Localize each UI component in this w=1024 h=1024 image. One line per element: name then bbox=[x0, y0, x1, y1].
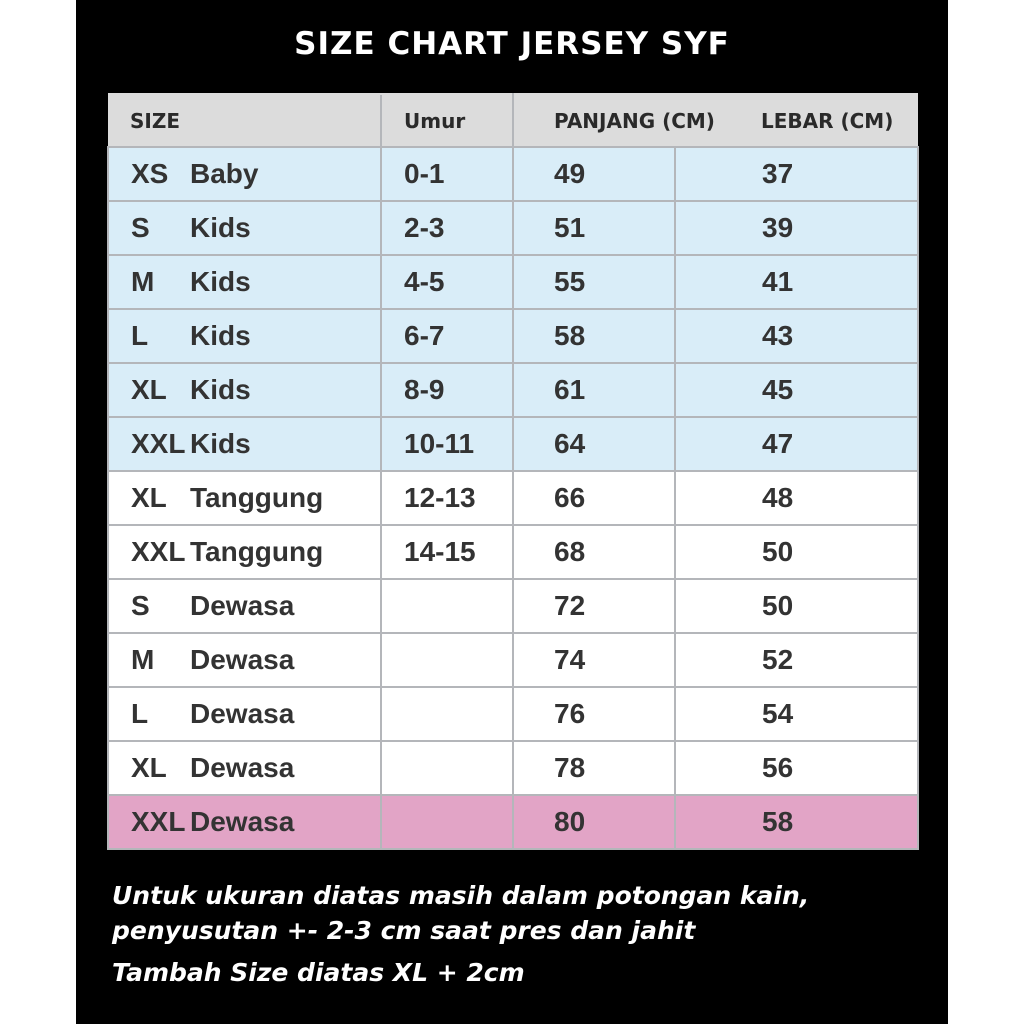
header-size: SIZE bbox=[108, 94, 190, 147]
size-cell: XXL bbox=[108, 525, 190, 579]
width-cell: 43 bbox=[675, 309, 918, 363]
width-cell: 50 bbox=[675, 525, 918, 579]
table-row bbox=[108, 687, 918, 741]
type-cell: Kids bbox=[190, 417, 381, 471]
length-cell: 74 bbox=[513, 633, 675, 687]
table-row bbox=[108, 525, 918, 579]
header-width: LEBAR (CM) bbox=[675, 94, 918, 147]
table-row bbox=[108, 741, 918, 795]
header-age: Umur bbox=[381, 94, 513, 147]
type-cell: Tanggung bbox=[190, 525, 381, 579]
size-cell: L bbox=[108, 687, 190, 741]
size-cell: M bbox=[108, 255, 190, 309]
table-row bbox=[108, 309, 918, 363]
length-cell: 72 bbox=[513, 579, 675, 633]
table-row bbox=[108, 579, 918, 633]
size-cell: S bbox=[108, 579, 190, 633]
note-line-1: Untuk ukuran diatas masih dalam potongan kain, bbox=[112, 881, 810, 910]
type-cell: Dewasa bbox=[190, 795, 381, 849]
age-cell bbox=[381, 687, 513, 741]
age-cell: 2-3 bbox=[381, 201, 513, 255]
size-cell: S bbox=[108, 201, 190, 255]
width-cell: 54 bbox=[675, 687, 918, 741]
table-header-row bbox=[108, 94, 918, 147]
table-row bbox=[108, 363, 918, 417]
table-row bbox=[108, 471, 918, 525]
type-cell: Dewasa bbox=[190, 579, 381, 633]
length-cell: 58 bbox=[513, 309, 675, 363]
note-line-2: penyusutan +- 2-3 cm saat pres dan jahit bbox=[112, 916, 696, 945]
size-cell: L bbox=[108, 309, 190, 363]
length-cell: 80 bbox=[513, 795, 675, 849]
size-cell: XXL bbox=[108, 795, 190, 849]
length-cell: 66 bbox=[513, 471, 675, 525]
table-row bbox=[108, 201, 918, 255]
length-cell: 68 bbox=[513, 525, 675, 579]
header-length: PANJANG (CM) bbox=[513, 94, 675, 147]
size-cell: XL bbox=[108, 741, 190, 795]
age-cell: 6-7 bbox=[381, 309, 513, 363]
age-cell bbox=[381, 579, 513, 633]
type-cell: Kids bbox=[190, 255, 381, 309]
width-cell: 45 bbox=[675, 363, 918, 417]
length-cell: 55 bbox=[513, 255, 675, 309]
type-cell: Kids bbox=[190, 309, 381, 363]
size-cell: XXL bbox=[108, 417, 190, 471]
header-type bbox=[190, 94, 381, 147]
age-cell: 12-13 bbox=[381, 471, 513, 525]
age-cell: 4-5 bbox=[381, 255, 513, 309]
type-cell: Tanggung bbox=[190, 471, 381, 525]
width-cell: 39 bbox=[675, 201, 918, 255]
length-cell: 76 bbox=[513, 687, 675, 741]
table-row bbox=[108, 417, 918, 471]
size-cell: XL bbox=[108, 471, 190, 525]
type-cell: Dewasa bbox=[190, 741, 381, 795]
length-cell: 64 bbox=[513, 417, 675, 471]
type-cell: Dewasa bbox=[190, 687, 381, 741]
type-cell: Kids bbox=[190, 363, 381, 417]
age-cell bbox=[381, 741, 513, 795]
size-table bbox=[107, 93, 919, 850]
type-cell: Dewasa bbox=[190, 633, 381, 687]
width-cell: 37 bbox=[675, 147, 918, 201]
width-cell: 56 bbox=[675, 741, 918, 795]
width-cell: 48 bbox=[675, 471, 918, 525]
width-cell: 50 bbox=[675, 579, 918, 633]
age-cell bbox=[381, 633, 513, 687]
age-cell: 10-11 bbox=[381, 417, 513, 471]
size-cell: M bbox=[108, 633, 190, 687]
table-row bbox=[108, 147, 918, 201]
width-cell: 47 bbox=[675, 417, 918, 471]
size-cell: XL bbox=[108, 363, 190, 417]
length-cell: 78 bbox=[513, 741, 675, 795]
width-cell: 58 bbox=[675, 795, 918, 849]
extra-size-note: Tambah Size diatas XL + 2cm bbox=[112, 958, 525, 987]
width-cell: 52 bbox=[675, 633, 918, 687]
age-cell bbox=[381, 795, 513, 849]
length-cell: 49 bbox=[513, 147, 675, 201]
shrinkage-note bbox=[112, 878, 932, 948]
size-chart-panel bbox=[76, 0, 948, 1024]
table-row bbox=[108, 795, 918, 849]
width-cell: 41 bbox=[675, 255, 918, 309]
chart-title: SIZE CHART JERSEY SYF bbox=[294, 26, 730, 62]
length-cell: 61 bbox=[513, 363, 675, 417]
size-cell: XS bbox=[108, 147, 190, 201]
length-cell: 51 bbox=[513, 201, 675, 255]
table-row bbox=[108, 255, 918, 309]
age-cell: 14-15 bbox=[381, 525, 513, 579]
table-body bbox=[108, 147, 918, 849]
table-row bbox=[108, 633, 918, 687]
age-cell: 8-9 bbox=[381, 363, 513, 417]
type-cell: Baby bbox=[190, 147, 381, 201]
type-cell: Kids bbox=[190, 201, 381, 255]
age-cell: 0-1 bbox=[381, 147, 513, 201]
